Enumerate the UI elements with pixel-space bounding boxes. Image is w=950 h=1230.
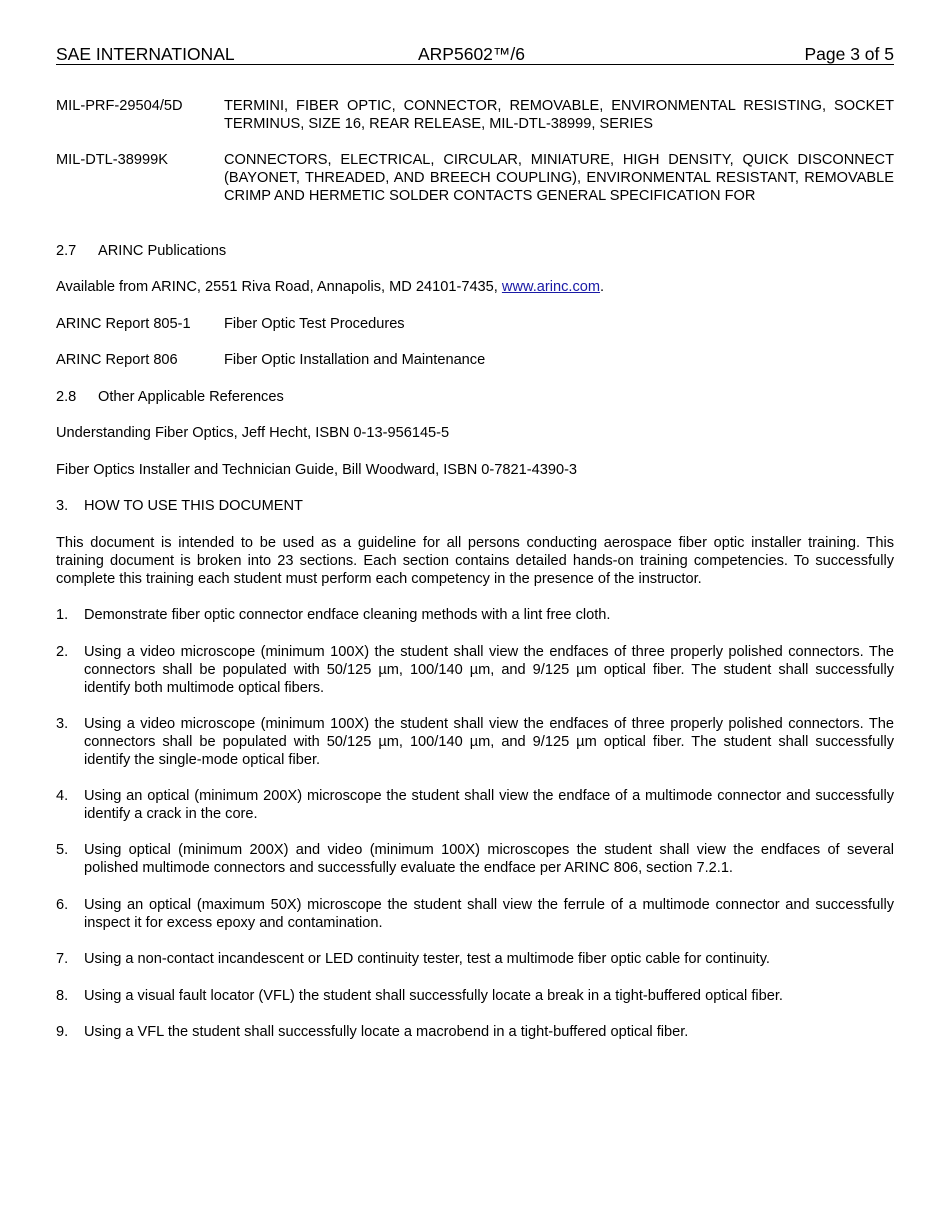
section-title: Other Applicable References <box>98 389 284 405</box>
section-title: HOW TO USE THIS DOCUMENT <box>84 498 303 514</box>
header-page-number: Page 3 of 5 <box>804 44 894 64</box>
page-header <box>56 44 894 65</box>
list-item <box>56 841 894 877</box>
list-item-text: Using an optical (maximum 50X) microscope the student shall view the ferrule of a multimode connector and successfully inspect it for excess epoxy and contamination. <box>84 897 894 931</box>
section-number: 3. <box>56 498 69 514</box>
list-item-text: Demonstrate fiber optic connector endface cleaning methods with a lint free cloth. <box>84 607 611 623</box>
arinc-website-link[interactable]: www.arinc.com <box>501 279 601 295</box>
list-item <box>56 987 894 1005</box>
list-item <box>56 606 894 624</box>
list-item-text: Using a VFL the student shall successfully locate a macrobend in a tight-buffered optical fiber. <box>84 1024 689 1040</box>
other-reference: Fiber Optics Installer and Technician Guide, Bill Woodward, ISBN 0-7821-4390-3 <box>56 462 578 478</box>
list-item-text: Using a video microscope (minimum 100X) the student shall view the endfaces of three properly polished connectors. The connectors shall be populated with 50/125 µm, 100/140 µm, and 9/125 µm optical fiber. The student shall successfully identify both multimode optical fibers. <box>84 644 894 696</box>
arinc-availability-suffix: . <box>600 279 605 295</box>
list-item-number: 3. <box>56 716 69 732</box>
other-reference: Understanding Fiber Optics, Jeff Hecht, ISBN 0-13-956145-5 <box>56 425 450 441</box>
list-item-text: Using a visual fault locator (VFL) the student shall successfully locate a break in a tight-buffered optical fiber. <box>84 988 783 1004</box>
header-document-number: ARP5602™/6 <box>418 44 526 64</box>
arinc-reference-id: ARINC Report 806 <box>56 352 178 368</box>
list-item <box>56 1023 894 1041</box>
list-item-number: 4. <box>56 788 69 804</box>
arinc-reference-title: Fiber Optic Test Procedures <box>224 316 405 332</box>
header-organization: SAE INTERNATIONAL <box>56 44 235 64</box>
list-item-number: 9. <box>56 1024 69 1040</box>
arinc-reference <box>56 351 485 369</box>
section-3-intro: This document is intended to be used as a guideline for all persons conducting aerospace fiber optic installer training. This training document is broken into 23 sections. Each section contains detailed hands-on training competencies. To successfully complete this training each student must perform each competency in the presence of the instructor. <box>56 535 894 587</box>
section-number: 2.7 <box>56 243 77 259</box>
list-item-text: Using optical (minimum 200X) and video (minimum 100X) microscopes the student shall view the endfaces of several polished multimode connectors and successfully evaluate the endface per ARINC 806, section 7.2.1. <box>84 842 894 876</box>
list-item <box>56 715 894 769</box>
list-item-number: 8. <box>56 988 69 1004</box>
list-item-number: 2. <box>56 644 69 660</box>
mil-reference-id: MIL-DTL-38999K <box>56 152 168 168</box>
list-item-text: Using a non-contact incandescent or LED continuity tester, test a multimode fiber optic cable for continuity. <box>84 951 770 967</box>
mil-reference <box>56 97 894 133</box>
mil-reference <box>56 151 894 205</box>
list-item <box>56 787 894 823</box>
arinc-availability <box>56 278 604 296</box>
list-item-number: 1. <box>56 607 69 623</box>
section-title: ARINC Publications <box>98 243 227 259</box>
arinc-availability-text: Available from ARINC, 2551 Riva Road, Annapolis, MD 24101-7435, <box>56 279 502 295</box>
list-item <box>56 950 894 968</box>
mil-reference-title: TERMINI, FIBER OPTIC, CONNECTOR, REMOVABLE, ENVIRONMENTAL RESISTING, SOCKET TERMINUS, SIZE 16, REAR RELEASE, MIL-DTL-38999, SERIES <box>224 98 894 132</box>
mil-reference-title: CONNECTORS, ELECTRICAL, CIRCULAR, MINIATURE, HIGH DENSITY, QUICK DISCONNECT (BAYONET, THREADED, AND BREECH COUPLING), ENVIRONMENTAL RESISTANT, REMOVABLE CRIMP AND HERMETIC SOLDER CONTACTS GENERAL SPECIFICATION FOR <box>224 152 894 204</box>
section-number: 2.8 <box>56 389 77 405</box>
list-item-number: 6. <box>56 897 69 913</box>
list-item-text: Using a video microscope (minimum 100X) the student shall view the endfaces of three properly polished connectors. The connectors shall be populated with 50/125 µm, 100/140 µm, and 9/125 µm optical fiber. The student shall successfully identify the single-mode optical fiber. <box>84 716 894 768</box>
section-heading-2-8 <box>56 388 284 406</box>
section-heading-2-7 <box>56 242 226 260</box>
list-item-text: Using an optical (minimum 200X) microscope the student shall view the endface of a multimode connector and successfully identify a crack in the core. <box>84 788 894 822</box>
arinc-reference-title: Fiber Optic Installation and Maintenance <box>224 352 486 368</box>
arinc-reference <box>56 315 405 333</box>
list-item <box>56 896 894 932</box>
list-item <box>56 643 894 697</box>
section-heading-3 <box>56 497 303 515</box>
mil-reference-id: MIL-PRF-29504/5D <box>56 98 183 114</box>
list-item-number: 5. <box>56 842 69 858</box>
list-item-number: 7. <box>56 951 69 967</box>
arinc-reference-id: ARINC Report 805-1 <box>56 316 191 332</box>
